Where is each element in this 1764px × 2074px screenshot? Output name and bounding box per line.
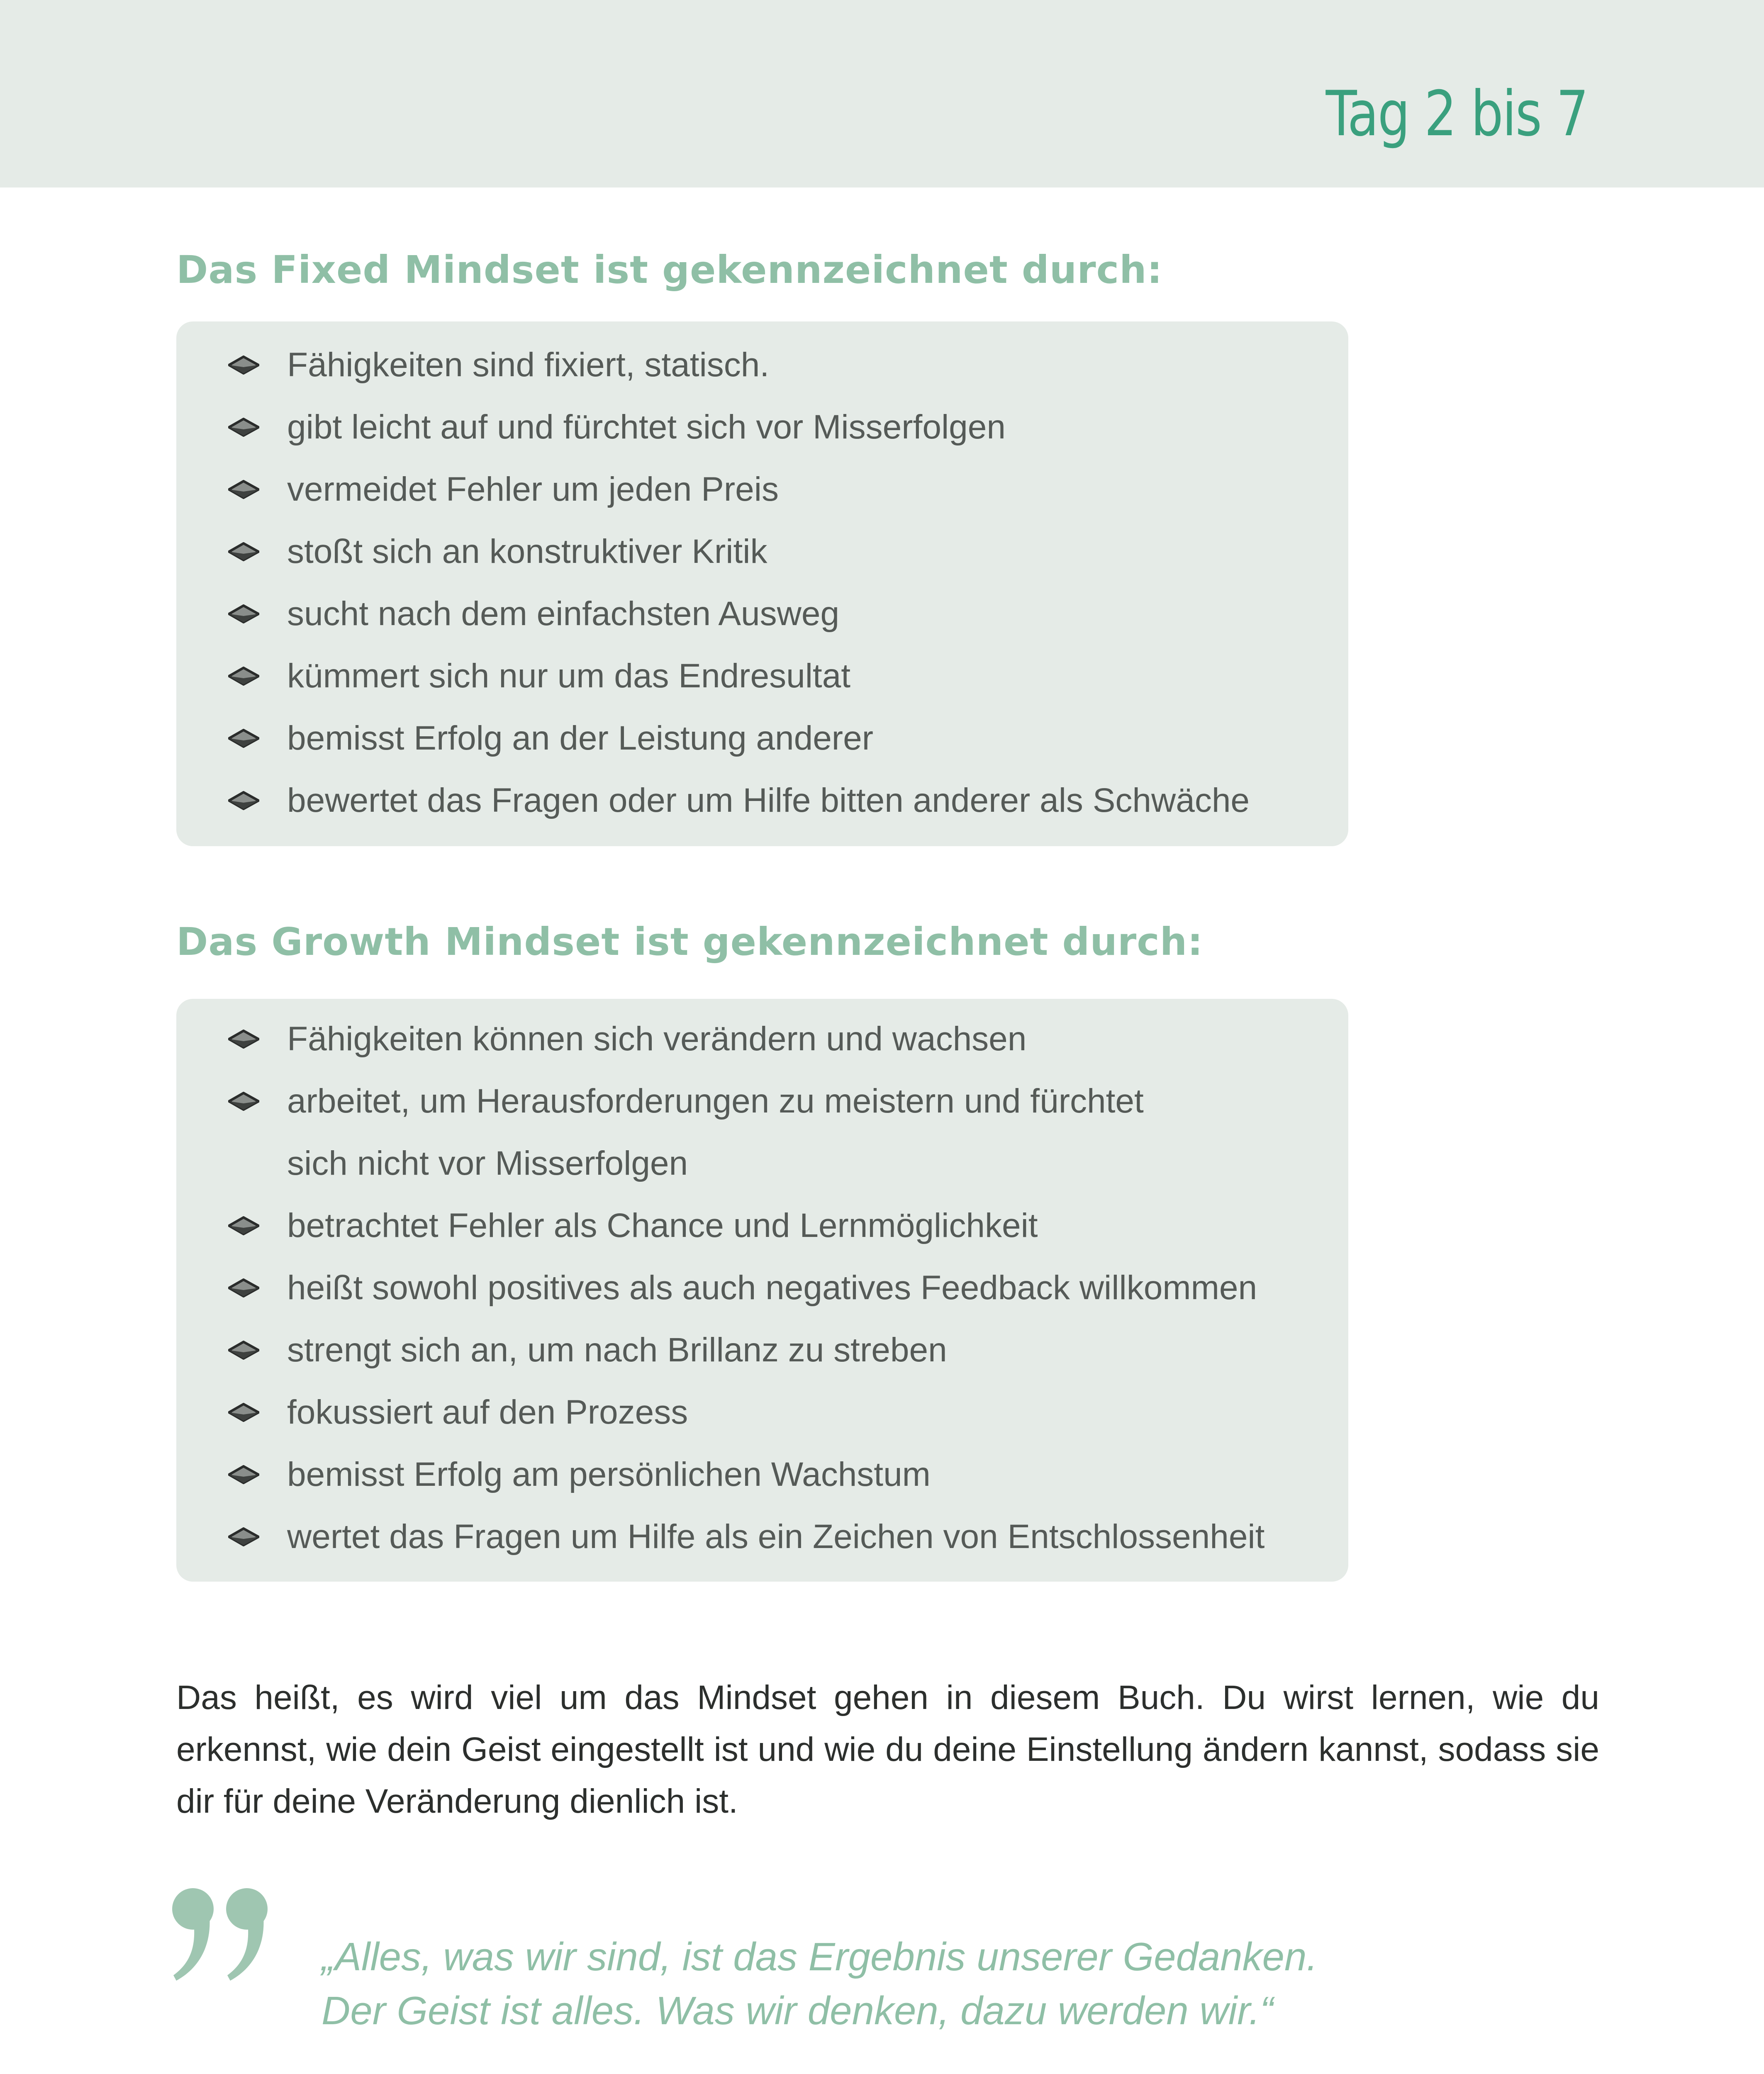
quote-mark-icon — [170, 1883, 278, 1983]
list-item-text: wertet das Fragen um Hilfe als ein Zeichen von Entschlossenheit — [287, 1518, 1265, 1556]
diamond-bullet-icon — [228, 1030, 259, 1049]
quote-line: Der Geist ist alles. Was wir denken, dazu werden wir.“ — [322, 1989, 1274, 2033]
list-item — [228, 583, 1344, 645]
diamond-bullet-icon — [228, 1527, 259, 1546]
list-item — [228, 458, 1344, 521]
list-item-text: stoßt sich an konstruktiver Kritik — [287, 533, 767, 570]
list-item-text: fokussiert auf den Prozess — [287, 1393, 688, 1431]
list-item — [228, 1444, 1344, 1506]
list-item-text: vermeidet Fehler um jeden Preis — [287, 470, 779, 508]
diamond-bullet-icon — [228, 542, 259, 561]
list-item — [228, 1195, 1344, 1257]
list-item-text: strengt sich an, um nach Brillanz zu streben — [287, 1331, 947, 1369]
list-item-text: Fähigkeiten sind fixiert, statisch. — [287, 346, 770, 384]
list-item-text: bewertet das Fragen oder um Hilfe bitten anderer als Schwäche — [287, 781, 1250, 819]
diamond-bullet-icon — [228, 1403, 259, 1422]
diamond-bullet-icon — [228, 1341, 259, 1360]
body-paragraph: Das heißt, es wird viel um das Mindset gehen in diesem Buch. Du wirst lernen, wie du erkennst, wie dein Geist eingestellt ist und wie du deine Einstellung ändern kannst, sodass sie dir für deine Veränderung dienlich ist. — [176, 1679, 1599, 1820]
list-item-text: Fähigkeiten können sich verändern und wachsen — [287, 1020, 1027, 1058]
list-item-text: heißt sowohl positives als auch negatives Feedback willkommen — [287, 1269, 1257, 1307]
list-item — [228, 707, 1344, 769]
diamond-bullet-icon — [228, 791, 259, 810]
diamond-bullet-icon — [228, 1216, 259, 1235]
diamond-bullet-icon — [228, 1278, 259, 1297]
diamond-bullet-icon — [228, 1092, 259, 1111]
diamond-bullet-icon — [228, 667, 259, 686]
list-item — [228, 396, 1344, 458]
diamond-bullet-icon — [228, 604, 259, 623]
quote-line: „Alles, was wir sind, ist das Ergebnis unserer Gedanken. — [322, 1935, 1318, 1979]
chapter-title: Tag 2 bis 7 — [1325, 78, 1588, 150]
list-item-continuation: sich nicht vor Misserfolgen — [287, 1144, 688, 1182]
diamond-bullet-icon — [228, 729, 259, 748]
list-item — [228, 521, 1344, 583]
diamond-bullet-icon — [228, 480, 259, 499]
list-item — [228, 1381, 1344, 1444]
diamond-bullet-icon — [228, 418, 259, 437]
list-item-text: bemisst Erfolg am persönlichen Wachstum — [287, 1456, 931, 1493]
list-item — [228, 334, 1344, 396]
list-item — [228, 1008, 1344, 1070]
list-item — [228, 1070, 1344, 1132]
fixed-mindset-heading: Das Fixed Mindset ist gekennzeichnet durch: — [176, 248, 1163, 292]
list-item-text: bemisst Erfolg an der Leistung anderer — [287, 719, 874, 757]
growth-mindset-heading: Das Growth Mindset ist gekennzeichnet durch: — [176, 920, 1204, 964]
list-item — [228, 1257, 1344, 1319]
list-item-text: arbeitet, um Herausforderungen zu meistern und fürchtet — [287, 1082, 1144, 1120]
list-item — [228, 769, 1344, 832]
list-item-text: gibt leicht auf und fürchtet sich vor Misserfolgen — [287, 408, 1006, 446]
diamond-bullet-icon — [228, 1465, 259, 1484]
list-item-text: betrachtet Fehler als Chance und Lernmöglichkeit — [287, 1207, 1038, 1244]
growth-mindset-list — [176, 999, 1348, 1582]
fixed-mindset-list — [176, 321, 1348, 846]
list-item — [228, 1506, 1344, 1568]
list-item — [228, 645, 1344, 707]
list-item-text: sucht nach dem einfachsten Ausweg — [287, 595, 840, 633]
diamond-bullet-icon — [228, 355, 259, 375]
list-item — [228, 1319, 1344, 1381]
list-item-text: kümmert sich nur um das Endresultat — [287, 657, 851, 695]
